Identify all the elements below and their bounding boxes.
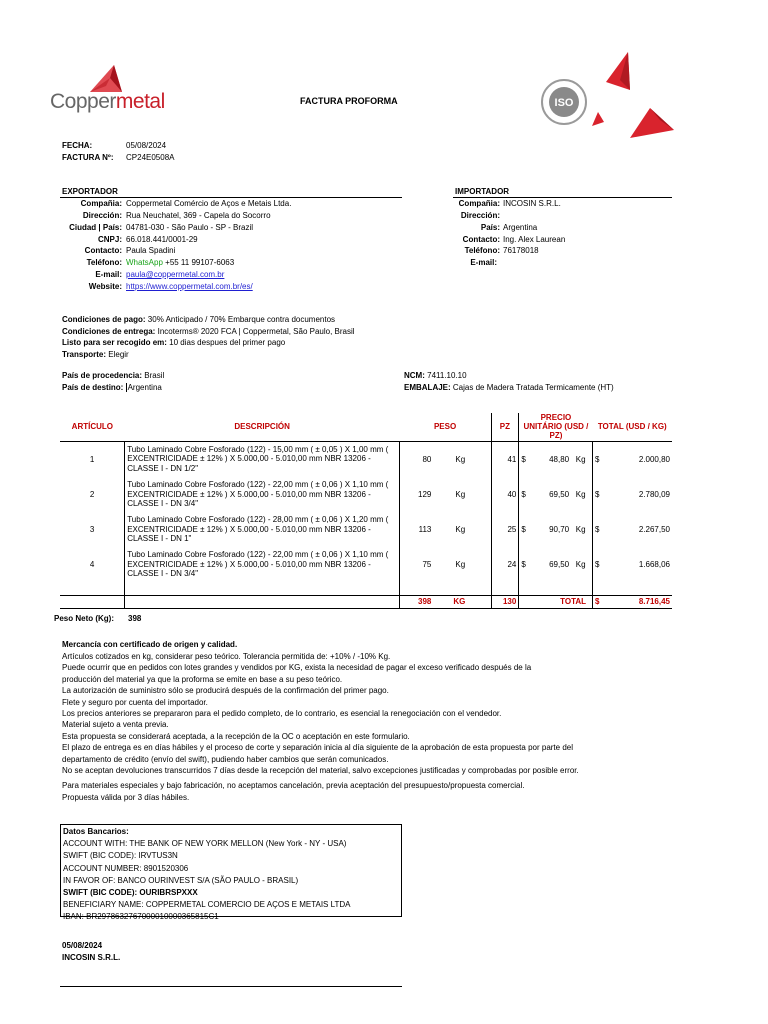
cell-total: 2.000,80 (638, 454, 670, 464)
cell-currency: $ (593, 512, 602, 547)
cell-descripcion: Tubo Laminado Cobre Fosforado (122) - 22,00 mm ( ± 0,06 ) X 1,10 mm ( EXCENTRICIDADE ± 12% ) X 5.000,00 - 5.010,00 mm NBR 13206 - CLASSE I - DN 3/4" (125, 477, 400, 512)
cell-descripcion: Tubo Laminado Cobre Fosforado (122) - 15,00 mm ( ± 0,05 ) X 1,00 mm ( EXCENTRICIDADE ± 12% ) X 5.000,00 - 5.010,00 mm NBR 13206 - CLASSE I - DN 1/2" (125, 441, 400, 477)
exportador-title: EXPORTADOR (62, 187, 118, 196)
cell-pz: 40 (491, 477, 519, 512)
col-header-precio: PRECIO UNITÁRIO (USD / PZ) (523, 413, 589, 441)
condicion-label: Condiciones de entrega: (62, 326, 156, 336)
importador-label: Contacto: (462, 235, 500, 244)
total-label: TOTAL (560, 597, 587, 606)
importador-label: Teléfono: (464, 246, 500, 255)
peso-neto-label: Peso Neto (Kg): (54, 614, 114, 623)
cell-descripcion: Tubo Laminado Cobre Fosforado (122) - 22,00 mm ( ± 0,06 ) X 1,10 mm ( EXCENTRICIDADE ± 12% ) X 5.000,00 - 5.010,00 mm NBR 13206 - CLASSE I - DN 3/4" (125, 547, 400, 582)
decorative-red-shards-icon (590, 50, 680, 140)
table-totals-row (60, 595, 672, 608)
items-table (60, 413, 672, 609)
cell-precio-unit: Kg (575, 490, 586, 499)
bank-details-box (60, 824, 402, 922)
cell-articulo: 1 (60, 441, 125, 477)
cell-total: 1.668,06 (638, 560, 670, 569)
factura-label: FACTURA Nº: (62, 153, 114, 162)
condicion-label: Listo para ser recogido em: (62, 338, 167, 348)
exportador-value: Coppermetal Comércio de Aços e Metais Ltda. (126, 199, 292, 208)
condiciones-block (62, 314, 355, 361)
total-amount: 8.716,45 (638, 597, 670, 606)
importador-value: Ing. Alex Laurean (503, 235, 566, 244)
cell-unit: Kg (455, 560, 466, 569)
exportador-label: Teléfono: (86, 258, 122, 267)
cell-peso: 129 (418, 490, 432, 499)
condicion-value: Elegir (108, 350, 129, 360)
iso-seal-icon (540, 78, 588, 126)
exportador-label: E-mail: (95, 270, 122, 279)
peso-neto-value: 398 (128, 614, 142, 623)
fecha-label: FECHA: (62, 141, 93, 150)
notes-title: Mercancía con certificado de origen y calidad. (62, 640, 238, 649)
cell-currency: $ (521, 454, 526, 464)
importador-label: País: (480, 223, 500, 232)
note-line: Propuesta válida por 3 días hábiles. (62, 792, 190, 802)
signature-line (60, 986, 402, 987)
cell-pz: 25 (491, 512, 519, 547)
table-row (60, 441, 672, 477)
bank-line: IN FAVOR OF: BANCO OURINVEST S/A (SÃO PAULO - BRASIL) (63, 875, 299, 885)
bank-line: BENEFICIARY NAME: COPPERMETAL COMERCIO DE AÇOS E METAIS LTDA (63, 900, 351, 910)
cell-pz: 41 (491, 441, 519, 477)
importador-label: E-mail: (470, 258, 497, 267)
note-line: Material sujeto a venta previa. (62, 720, 169, 730)
notes-list (62, 651, 702, 776)
cell-currency: $ (521, 490, 526, 499)
cell-precio: 48,80 (549, 454, 570, 464)
cell-currency: $ (521, 525, 526, 534)
exportador-phone: +55 11 99107-6063 (165, 258, 235, 267)
exportador-underline (60, 197, 402, 198)
cell-articulo: 2 (60, 477, 125, 512)
cell-total: 2.267,50 (638, 525, 670, 534)
iso-badge (540, 78, 588, 126)
total-unit: KG (453, 597, 466, 606)
whatsapp-link[interactable]: WhatsApp (126, 258, 163, 267)
condicion-row (62, 337, 355, 349)
procedencia-value: Brasil (144, 371, 165, 380)
importador-value: Argentina (503, 223, 538, 232)
importador-value: INCOSIN S.R.L. (503, 199, 561, 208)
bank-title: Datos Bancarios: (63, 827, 129, 836)
note-line: Los precios anteriores se prepararon para el pedido completo, de lo contrario, es esencial la renegociación con el vendedor. (62, 709, 502, 719)
cell-precio-unit: Kg (575, 525, 586, 534)
exportador-label: Website: (88, 282, 122, 291)
destino-label: País de destino: (62, 383, 124, 392)
cell-currency: $ (521, 560, 526, 569)
exportador-label: Dirección: (82, 211, 122, 220)
factura-value: CP24E0508A (126, 153, 175, 162)
col-header-total: TOTAL (USD / KG) (597, 422, 667, 432)
ncm-value: 7411.10.10 (427, 371, 467, 380)
condicion-row (62, 326, 355, 338)
total-pz: 130 (491, 595, 519, 608)
col-header-peso: PESO (433, 422, 457, 432)
cell-precio-unit: Kg (575, 454, 586, 464)
exportador-label: Ciudad | País: (69, 223, 122, 232)
cell-peso: 113 (418, 525, 432, 534)
importador-label: Compañia: (458, 199, 500, 208)
exportador-label: Contacto: (84, 246, 122, 255)
exportador-label: Compañia: (80, 199, 122, 208)
bank-line: ACCOUNT WITH: THE BANK OF NEW YORK MELLON (New York - NY - USA) (63, 839, 347, 849)
note-line: Esta propuesta se considerará aceptada, a la recepción de la OC o aceptación en este formulario. (62, 731, 410, 741)
cell-precio-unit: Kg (575, 560, 586, 569)
cell-descripcion: Tubo Laminado Cobre Fosforado (122) - 28,00 mm ( ± 0,06 ) X 1,20 mm ( EXCENTRICIDADE ± 12% ) X 5.000,00 - 5.010,00 mm NBR 13206 - CLASSE I - DN 1" (125, 512, 400, 547)
cell-total: 2.780,09 (638, 490, 670, 499)
cell-peso: 75 (422, 560, 432, 569)
condicion-value: Incoterms® 2020 FCA | Coppermetal, São Paulo, Brasil (157, 326, 355, 336)
cell-currency: $ (593, 441, 602, 477)
cell-articulo: 3 (60, 512, 125, 547)
logo-text-metal: metal (115, 90, 165, 113)
exportador-value: Paula Spadini (126, 246, 176, 255)
condicion-row (62, 314, 355, 326)
condicion-value: 30% Anticipado / 70% Embarque contra documentos (147, 315, 336, 324)
table-row (60, 512, 672, 547)
note-line: Puede ocurrir que en pedidos con lotes grandes y vendidos por KG, exista la necesidad de pagar el exceso verificado después de la (62, 663, 532, 673)
note-line: Artículos cotizados en kg, considerar peso teórico. Tolerancia permitida de: +10% / -10% Kg. (62, 652, 391, 661)
col-header-pz: PZ (491, 413, 519, 441)
condicion-row (62, 349, 355, 361)
bank-line: ACCOUNT NUMBER: 8901520306 (63, 863, 189, 873)
importador-label: Dirección: (460, 211, 500, 220)
bank-line: IBAN: BR2978632767000010000365815C1 (63, 912, 219, 922)
condicion-label: Transporte: (62, 350, 107, 360)
cell-unit: Kg (455, 525, 466, 534)
total-peso: 398 (418, 597, 432, 606)
cell-unit: Kg (455, 454, 466, 464)
website-link[interactable]: https://www.coppermetal.com.br/es/ (126, 282, 253, 291)
note-line: La autorización de suministro sólo se producirá después de la confirmación del primer pago. (62, 686, 389, 696)
exportador-label: CNPJ: (97, 235, 122, 244)
exportador-value: Rua Neuchatel, 369 - Capela do Socorro (126, 211, 271, 220)
procedencia-label: País de procedencia: (62, 371, 143, 380)
document-title: FACTURA PROFORMA (300, 96, 398, 106)
company-logo (50, 62, 180, 112)
footer-company: INCOSIN S.R.L. (62, 953, 121, 962)
table-row (60, 477, 672, 512)
cell-peso: 80 (422, 454, 432, 464)
exportador-value: 66.018.441/0001-29 (126, 235, 198, 244)
condicion-label: Condiciones de pago: (62, 315, 146, 324)
bank-line: SWIFT (BIC CODE): IRVTUS3N (63, 851, 178, 861)
bank-line: SWIFT (BIC CODE): OURIBRSPXXX (63, 888, 198, 898)
cell-currency: $ (593, 547, 602, 582)
cell-precio: 69,50 (549, 490, 570, 499)
table-spacer-row (60, 582, 672, 595)
table-row (60, 547, 672, 582)
note-line: producción del material ya que la proforma se emite en base a su peso teórico. (62, 674, 343, 684)
ncm-label: NCM: (404, 371, 425, 380)
note-line: departamento de crédito (envío del swift), pudiendo haber cambios que serán comunicados. (62, 754, 389, 764)
cell-currency: $ (593, 477, 602, 512)
fecha-value: 05/08/2024 (126, 141, 167, 150)
email-link[interactable]: paula@coppermetal.com.br (126, 270, 225, 279)
cell-articulo: 4 (60, 547, 125, 582)
iso-text: ISO (554, 97, 574, 109)
note-line: Flete y seguro por cuenta del importador. (62, 697, 208, 707)
logo-text-copper: Copper (50, 90, 116, 113)
destino-value: Argentina (127, 383, 162, 392)
col-header-descripcion: DESCRIPCIÓN (234, 422, 290, 432)
cell-pz: 24 (491, 547, 519, 582)
col-header-articulo: ARTÍCULO (71, 422, 113, 432)
condicion-value: 10 dias despues del primer pago (169, 338, 286, 348)
embalaje-label: EMBALAJE: (404, 383, 451, 392)
table-header (60, 413, 672, 441)
notes-secondary (62, 780, 524, 803)
importador-title: IMPORTADOR (455, 187, 510, 196)
cell-unit: Kg (455, 490, 466, 499)
exportador-value: 04781-030 - São Paulo - SP - Brazil (126, 223, 254, 232)
footer-date: 05/08/2024 (62, 941, 103, 950)
cell-precio: 90,70 (549, 525, 570, 534)
note-line: No se aceptan devoluciones transcurridos 7 días desde la recepción del material, salvo excepciones justificadas y comprobadas por posible error. (62, 766, 579, 776)
note-line: El plazo de entrega es en días hábiles y el proceso de corte y separación inicia al día siguiente de la aprobación de esta propuesta por parte del (62, 743, 573, 753)
importador-value: 76178018 (503, 246, 539, 255)
total-currency: $ (593, 595, 602, 608)
importador-underline (453, 197, 672, 198)
cell-precio: 69,50 (549, 560, 570, 569)
embalaje-value: Cajas de Madera Tratada Termicamente (HT) (452, 383, 614, 392)
note-line: Para materiales especiales y bajo fabricación, no aceptamos cancelación, previa aceptación del presupuesto/propuesta comercial. (62, 781, 525, 790)
